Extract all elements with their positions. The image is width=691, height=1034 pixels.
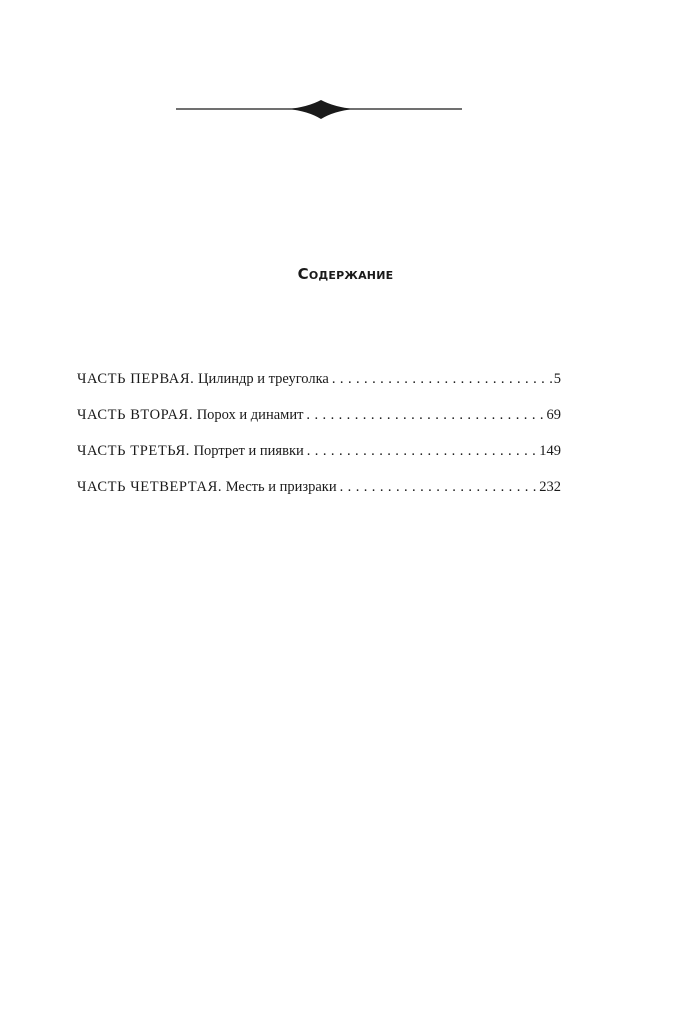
toc-part-label: ЧАСТЬ ПЕРВАЯ. <box>77 371 195 387</box>
toc-part-label: ЧАСТЬ ЧЕТВЕРТАЯ. <box>77 479 223 495</box>
toc-part-label: ЧАСТЬ ТРЕТЬЯ. <box>77 443 190 459</box>
dot-leader <box>340 475 538 499</box>
dot-leader <box>306 403 544 427</box>
toc-entry[interactable] <box>77 475 561 511</box>
diamond-rule-icon <box>176 99 462 121</box>
toc-entry-label <box>77 475 337 499</box>
dot-leader <box>332 367 552 391</box>
toc-part-label: ЧАСТЬ ВТОРАЯ. <box>77 407 194 423</box>
toc-entry[interactable] <box>77 439 561 475</box>
table-of-contents <box>77 367 561 511</box>
dot-leader <box>307 439 538 463</box>
toc-entry[interactable] <box>77 403 561 439</box>
toc-entry-label <box>77 439 304 463</box>
toc-entry[interactable] <box>77 367 561 403</box>
toc-title: Цилиндр и треуголка <box>198 371 329 387</box>
toc-page-number: 232 <box>539 479 561 495</box>
toc-page-number: 149 <box>539 443 561 459</box>
toc-entry-label <box>77 367 329 391</box>
toc-title: Месть и призраки <box>225 479 337 495</box>
toc-title: Порох и динамит <box>196 407 304 423</box>
toc-entry-label <box>77 403 303 427</box>
toc-page-number: 5 <box>553 371 561 387</box>
page-title: Содержание <box>297 265 394 283</box>
toc-page-number: 69 <box>546 407 561 423</box>
toc-title: Портрет и пиявки <box>193 443 304 459</box>
